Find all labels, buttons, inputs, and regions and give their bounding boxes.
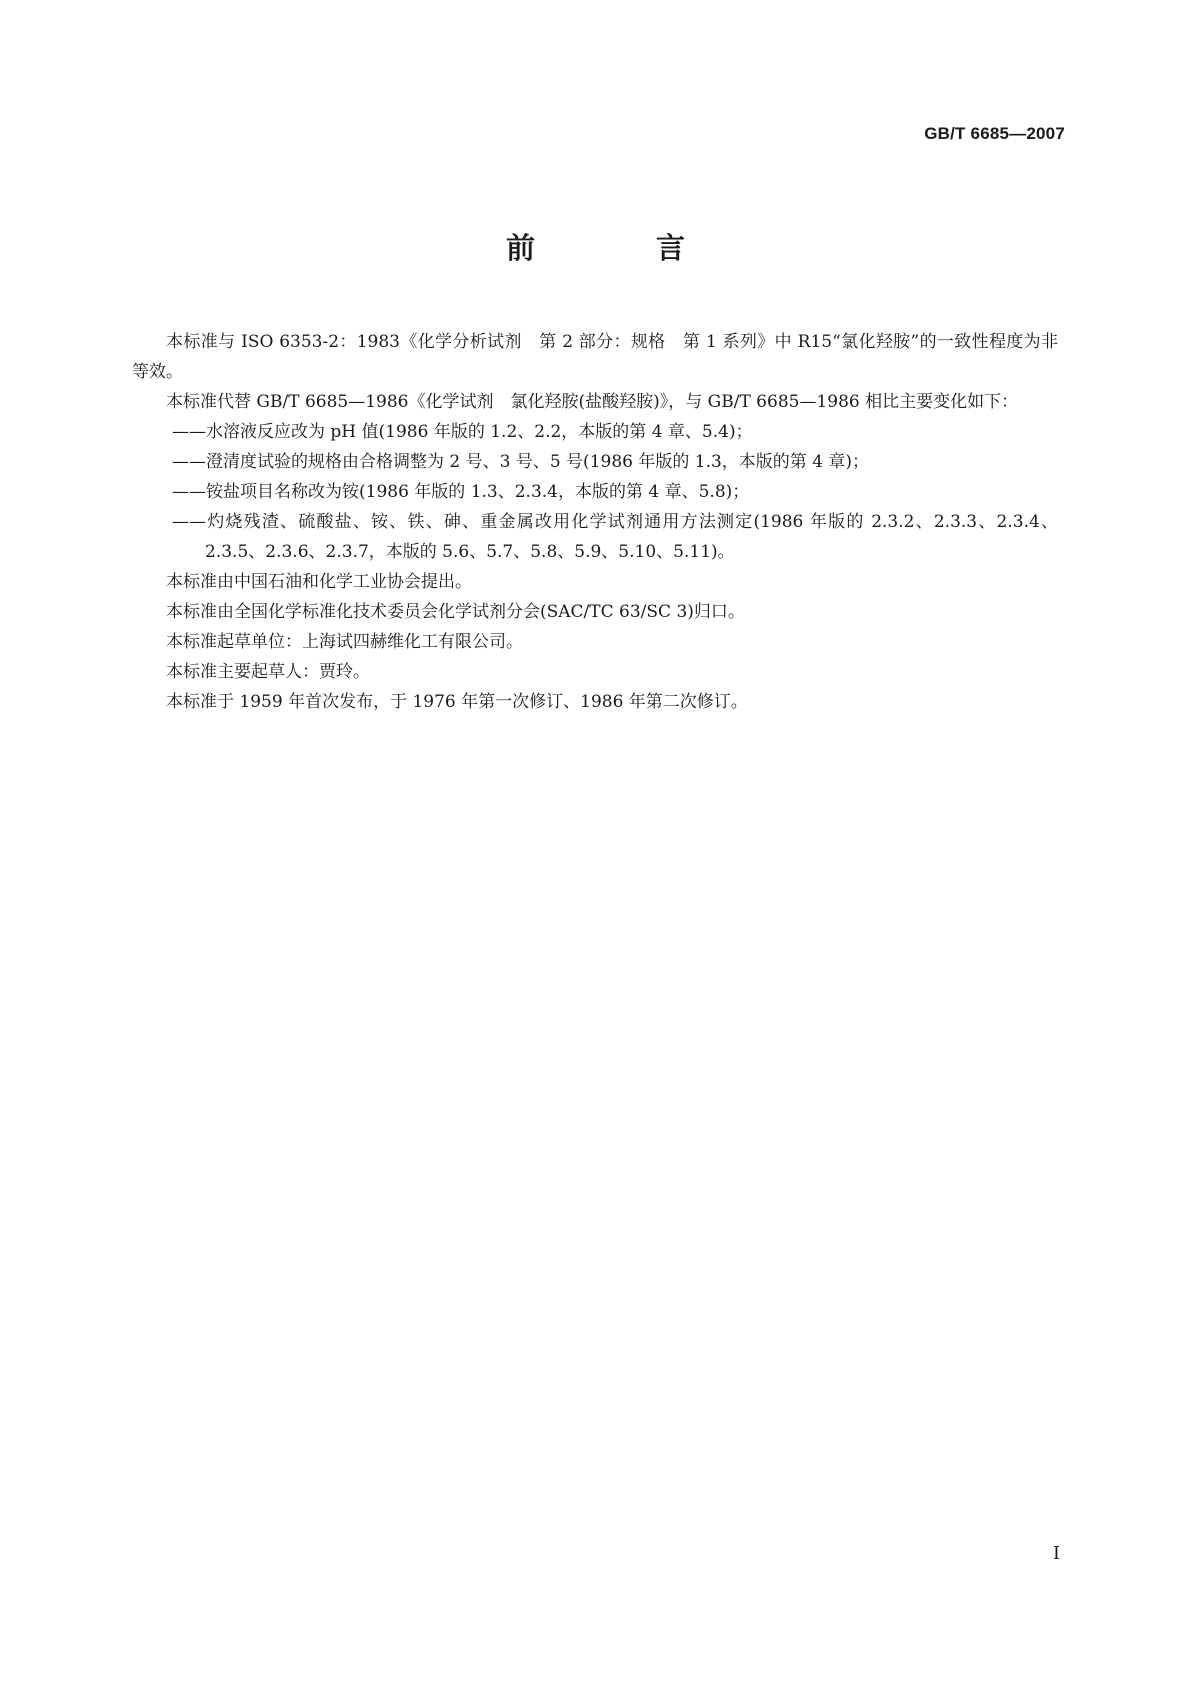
paragraph-history: 本标准于 1959 年首次发布，于 1976 年第一次修订、1986 年第二次修订。 xyxy=(166,692,748,712)
change-item: ——灼烧残渣、硫酸盐、铵、铁、砷、重金属改用化学试剂通用方法测定(1986 年版的 2.3.2、2.3.3、2.3.4、2.3.5、2.3.6、2.3.7，本版的 5.6、5.7、5.8、5.9、5.10、5.11)。 xyxy=(172,512,1058,562)
page-title: 前 言 xyxy=(505,231,731,265)
change-item: ——澄清度试验的规格由合格调整为 2 号、3 号、5 号(1986 年版的 1.3，本版的第 4 章)； xyxy=(172,452,870,472)
paragraph-proposer: 本标准由中国石油和化学工业协会提出。 xyxy=(166,572,472,592)
page-number: I xyxy=(1052,1543,1060,1564)
paragraph-drafting-unit: 本标准起草单位：上海试四赫维化工有限公司。 xyxy=(166,632,523,652)
change-item: ——水溶液反应改为 pH 值(1986 年版的 1.2、2.2，本版的第 4 章、5.4)； xyxy=(172,422,753,442)
paragraph-equivalence: 本标准与 ISO 6353-2：1983《化学分析试剂 第 2 部分：规格 第 1 系列》中 R15“氯化羟胺”的一致性程度为非等效。 xyxy=(132,332,1058,382)
paragraph-administrator: 本标准由全国化学标准化技术委员会化学试剂分会(SAC/TC 63/SC 3)归口。 xyxy=(166,602,745,622)
foreword-body xyxy=(132,327,1058,717)
change-item: ——铵盐项目名称改为铵(1986 年版的 1.3、2.3.4，本版的第 4 章、5.8)； xyxy=(172,482,750,502)
paragraph-replacement: 本标准代替 GB/T 6685—1986《化学试剂 氯化羟胺(盐酸羟胺)》，与 GB/T 6685—1986 相比主要变化如下： xyxy=(166,392,1019,412)
paragraph-drafter: 本标准主要起草人：贾玲。 xyxy=(166,662,370,682)
standard-code: GB/T 6685—2007 xyxy=(924,124,1065,143)
